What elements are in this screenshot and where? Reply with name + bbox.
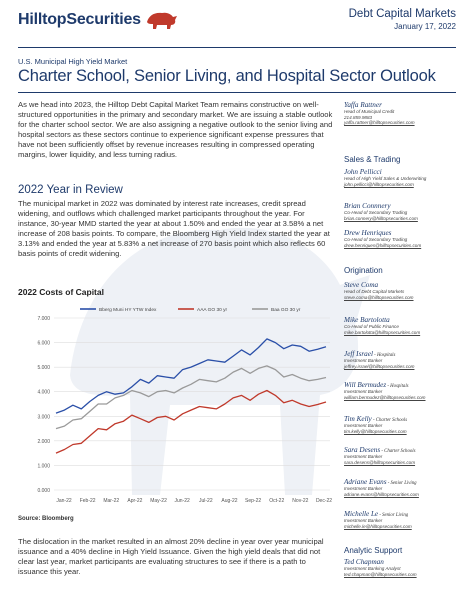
contact-name: Brian Connnery [344, 202, 391, 210]
y-tick-label: 2.000 [37, 438, 50, 445]
bison-icon [145, 10, 179, 30]
contact-sector-tag: - Charter Schools [380, 449, 416, 454]
closing-paragraph: The dislocation in the market resulted in an almost 20% decline in year over year municipal issuance and a 40% decline in High Yield Issuance. Given the high yield deals that did not clear last year, market participants are evaluating structures to see if there is a path to issuance this year. [18, 537, 324, 576]
page-title: Charter School, Senior Living, and Hospital Sector Outlook [18, 67, 436, 85]
contact-detail: Investment Banker [344, 423, 383, 428]
contact-card [344, 281, 456, 300]
x-tick-label: May-22 [150, 498, 167, 504]
contact-name: Steve Coma [344, 281, 379, 289]
contact-email-link[interactable]: mike.bartolotta@hilltopsecurities.com [344, 329, 421, 335]
legend-label: Baa GO 30 yr [271, 308, 301, 313]
contact-name: Ted Chapman [344, 558, 384, 566]
page-header [0, 0, 474, 50]
contact-card [344, 202, 456, 221]
sidebar-section-heading: Analytic Support [344, 546, 403, 555]
logo-text: HilltopSecurities [18, 11, 141, 28]
contact-email-link[interactable]: jeffrey.israel@hilltopsecurities.com [344, 363, 415, 369]
contact-sector-tag: - Charter Schools [371, 418, 408, 423]
contact-detail: Investment Banking Analyst [344, 566, 401, 571]
x-tick-label: Jun-22 [174, 498, 190, 504]
contact-detail: Investment Banker [344, 389, 383, 394]
y-tick-label: 7.000 [37, 316, 50, 322]
contact-detail: Head of Debt Capital Markets [344, 289, 405, 294]
chart-source: Source: Bloomberg [18, 516, 74, 522]
contact-name: Michelle Le - Senior Living [344, 510, 409, 518]
x-tick-label: Dec-22 [315, 498, 333, 504]
contact-card [344, 229, 456, 248]
contact-email-link[interactable]: tim.kelly@hilltopsecurities.com [344, 428, 407, 434]
contact-name: Adriane Evans - Senior Living [344, 478, 417, 486]
legend-label: AAA GO 30 yr [197, 308, 228, 313]
chart-svg [18, 300, 340, 520]
x-tick-label: Oct-22 [269, 498, 285, 504]
y-tick-label: 3.000 [37, 414, 50, 421]
cost-of-capital-chart [18, 300, 340, 520]
contact-sector-tag: - Hospitals [372, 353, 396, 358]
header-meta [349, 8, 456, 31]
contact-sector-tag: - Senior Living [378, 513, 409, 518]
contact-detail: Investment Banker [344, 454, 383, 459]
chart-heading: 2022 Costs of Capital [18, 287, 104, 297]
legend-label: Bberg Muni HY YTW Index [99, 308, 157, 313]
contact-name: Yaffa Rattner [344, 101, 382, 109]
contact-card [344, 478, 456, 497]
x-tick-label: Feb-22 [79, 498, 96, 504]
x-tick-label: Mar-22 [103, 498, 120, 504]
contact-card [344, 558, 456, 577]
contact-detail: Investment Banker [344, 486, 383, 491]
contact-card [344, 446, 456, 465]
title-divider [18, 92, 456, 93]
x-tick-label: Sep-22 [245, 498, 262, 504]
y-tick-label: 5.000 [37, 365, 50, 372]
contact-email-link[interactable]: brian.connery@hilltopsecurities.com [344, 215, 418, 221]
contact-name: Mike Bartolotta [344, 316, 390, 324]
contact-email-link[interactable]: ted.chapman@hilltopsecurities.com [344, 571, 417, 577]
contact-card [344, 101, 456, 126]
contact-card [344, 381, 456, 400]
contact-sector-tag: - Hospitals [386, 384, 409, 389]
contact-sector-tag: - Senior Living [386, 481, 417, 486]
contact-name: Tim Kelly - Charter Schools [344, 415, 408, 423]
contact-email-link[interactable]: john.pellicci@hilltopsecurities.com [344, 181, 414, 187]
company-logo [18, 10, 179, 30]
contact-name: Drew Henriques [344, 229, 392, 237]
contact-name: Will Bermudez - Hospitals [344, 381, 409, 389]
series-line-1 [56, 391, 326, 454]
report-series: Debt Capital Markets [348, 8, 456, 20]
contact-card [344, 168, 456, 187]
x-tick-label: Jul-22 [199, 498, 213, 504]
contact-email-link[interactable]: sara.desens@hilltopsecurities.com [344, 459, 416, 465]
y-tick-label: 0.000 [37, 488, 50, 494]
x-tick-label: Aug-22 [221, 498, 238, 504]
header-divider [18, 47, 456, 48]
intro-paragraph: As we head into 2023, the Hilltop Debt Capital Market Team remains constructive on well-structured opportunities in the primary and secondary market. We are issuing a stable outlook for the charter school sector. We are also assigning a negative outlook to the senior living and hospital sectors as these sectors continue to experience significant expense pressures that have not been sufficiently offset by revenue increases resulting in compressed operating margins, lower liquidity, and less turning radius. [18, 100, 333, 159]
contact-card [344, 316, 456, 335]
contact-email-link[interactable]: yaffa.rattner@hilltopsecurities.com [344, 120, 415, 126]
contact-detail: Co-Head of Secondary Trading [344, 210, 408, 215]
contact-card [344, 415, 456, 434]
contact-detail: Investment Banker [344, 518, 383, 523]
page-kicker: U.S. Municipal High Yield Market [18, 57, 128, 66]
contact-email-link[interactable]: steve.coma@hilltopsecurities.com [344, 294, 414, 300]
contact-email-link[interactable]: drew.henriques@hilltopsecurities.com [344, 242, 422, 248]
contact-detail: Head of High Yield Sales & Underwriting [344, 176, 427, 181]
report-date: January 17, 2022 [394, 22, 456, 31]
contact-detail: Investment Banker [344, 358, 383, 363]
sidebar-section-heading: Origination [344, 266, 383, 275]
contact-card [344, 510, 456, 529]
contact-name: John Pellicci [344, 168, 382, 176]
contact-email-link[interactable]: adriane.evans@hilltopsecurities.com [344, 491, 419, 497]
sidebar-section-heading: Sales & Trading [344, 155, 401, 164]
contact-email-link[interactable]: william.bermudez@hilltopsecurities.com [344, 394, 426, 400]
contact-detail: Head of Municipal Credit [344, 109, 395, 114]
x-tick-label: Apr-22 [127, 498, 143, 504]
section-heading-year-review: 2022 Year in Review [18, 184, 123, 196]
y-tick-label: 1.000 [37, 463, 50, 470]
contact-email-link[interactable]: michelle.le@hilltopsecurities.com [344, 523, 412, 529]
contact-name: Sara Desens - Charter Schools [344, 446, 416, 454]
contact-name: Jeff Israel - Hospitals [344, 350, 396, 358]
contact-detail: 214.859.9883 [344, 114, 373, 120]
contact-card [344, 350, 456, 369]
contact-detail: Co-Head of Public Finance [344, 324, 399, 329]
x-tick-label: Nov-22 [292, 498, 309, 504]
y-tick-label: 4.000 [37, 389, 50, 396]
contact-detail: Co-Head of Secondary Trading [344, 237, 408, 242]
y-tick-label: 6.000 [37, 340, 50, 347]
year-review-paragraph: The municipal market in 2022 was dominated by interest rate increases, credit spread widening, and outflows which challenged market participants throughout the year. For instance, 30-year MMD started the year at about 1.50% and ended the year at 3.58% a net increase of 208 basis points. To compare, the Bloomberg High Yield Index started the year at 3.13% and ended the year at 5.83% a net increase of 270 basis point which also reflects 60 basis points of credit widening. [18, 199, 330, 258]
x-tick-label: Jan-22 [56, 498, 72, 504]
